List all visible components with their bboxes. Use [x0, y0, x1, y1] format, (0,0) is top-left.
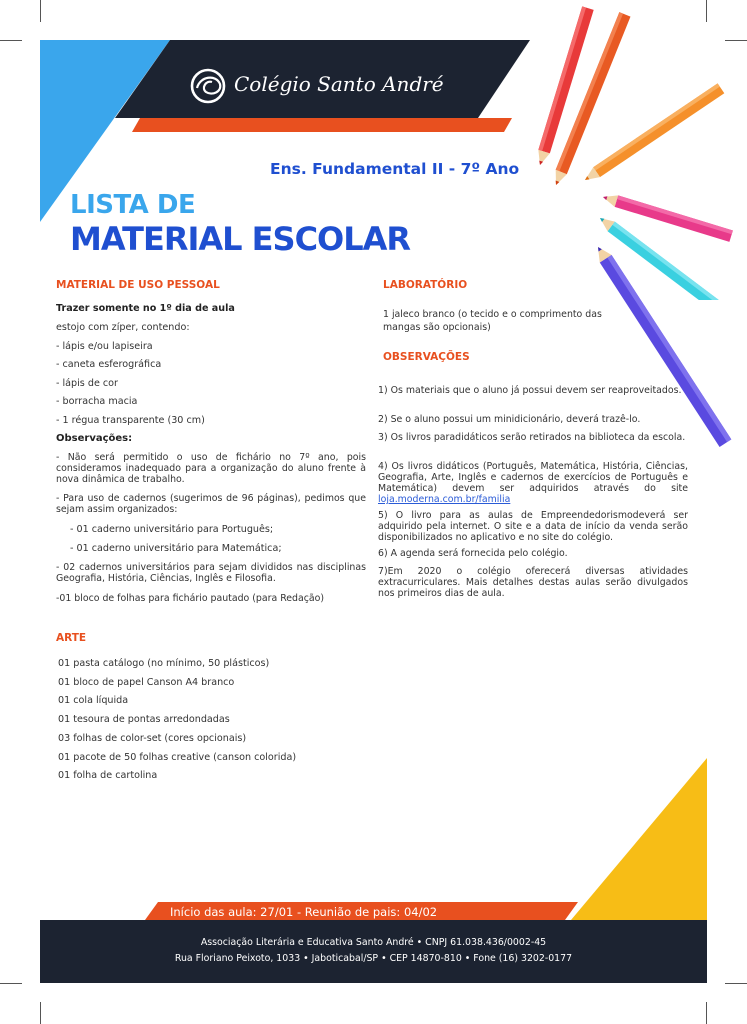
section-title-laboratorio: LABORATÓRIO	[383, 279, 468, 291]
list-item: 01 cola líquida	[58, 695, 129, 706]
title-line1: LISTA DE	[70, 190, 196, 220]
list-item: 01 pasta catálogo (no mínimo, 50 plásticos)	[58, 658, 270, 669]
caderno-item: - 01 caderno universitário para Português;	[70, 524, 274, 535]
footer-bar	[40, 920, 707, 983]
list-item: - caneta esferográfica	[56, 359, 162, 370]
caderno-item: - 01 caderno universitário para Matemática;	[70, 543, 282, 554]
observacao-item: 3) Os livros paradidáticos serão retirados na biblioteca da escola.	[378, 432, 686, 443]
crop-mark	[706, 1002, 707, 1024]
obs-paragraph: - Para uso de cadernos (sugerimos de 96 páginas), pedimos que sejam assim organizados:	[56, 493, 366, 515]
section-title-pessoal: MATERIAL DE USO PESSOAL	[56, 279, 220, 291]
page-title: MATERIAL ESCOLAR	[70, 220, 411, 258]
yellow-triangle	[571, 758, 707, 920]
grade-heading: Ens. Fundamental II - 7º Ano	[270, 160, 520, 178]
observacao-text: 4) Os livros didáticos (Português, Matemática, História, Ciências, Geografia, Arte, Inglês e cadernos de exercícios de Português e Matemática) devem ser adquiridos através do site	[378, 461, 688, 494]
list-item: estojo com zíper, contendo:	[56, 322, 190, 333]
list-item: - lápis e/ou lapiseira	[56, 341, 153, 352]
crop-mark	[40, 1002, 41, 1024]
observacao-item: 5) O livro para as aulas de Empreendedorismodeverá ser adquirido pela internet. O site e a data de início da venda serão disponibilizados no aplicativo e no site do colégio.	[378, 510, 688, 543]
store-link[interactable]: loja.moderna.com.br/familia	[378, 494, 511, 505]
section-title-observacoes: OBSERVAÇÕES	[383, 351, 470, 363]
list-item: 03 folhas de color-set (cores opcionais)	[58, 733, 247, 744]
logo-text: Colégio Santo André	[234, 72, 444, 96]
list-item: 01 bloco de papel Canson A4 branco	[58, 677, 235, 688]
logo-icon	[188, 66, 230, 106]
footer-dates: Início das aula: 27/01 - Reunião de pais: 04/02	[170, 905, 438, 919]
footer-line-2: Rua Floriano Peixoto, 1033 • Jaboticabal/SP • CEP 14870-810 • Fone (16) 3202-0177	[174, 953, 573, 964]
orange-stripe	[132, 118, 512, 132]
section-title-arte: ARTE	[56, 632, 87, 644]
obs-paragraph: - Não será permitido o uso de fichário no 7º ano, pois consideramos inadequado para a organização do aluno frente à nova dinâmica de trabalho.	[56, 452, 366, 485]
list-item: - borracha macia	[56, 396, 138, 407]
observacao-item: 6) A agenda será fornecida pelo colégio.	[378, 548, 568, 559]
list-item: 01 tesoura de pontas arredondadas	[58, 714, 230, 725]
laboratorio-text: 1 jaleco branco (o tecido e o comprimento das mangas são opcionais)	[383, 309, 602, 333]
list-item: - 1 régua transparente (30 cm)	[56, 415, 205, 426]
list-item: 01 folha de cartolina	[58, 770, 158, 781]
obs-title: Observações:	[56, 433, 133, 444]
observacao-item	[378, 461, 688, 505]
caderno-item: -01 bloco de folhas para fichário pautado (para Redação)	[56, 593, 325, 604]
list-item: 01 pacote de 50 folhas creative (canson colorida)	[58, 752, 297, 763]
observacao-item: 1) Os materiais que o aluno já possui devem ser reaproveitados.	[378, 385, 682, 396]
footer-line-1: Associação Literária e Educativa Santo André • CNPJ 61.038.436/0002-45	[200, 937, 547, 948]
pessoal-subtitle: Trazer somente no 1º dia de aula	[56, 303, 235, 314]
caderno-item: - 02 cadernos universitários para sejam divididos nas disciplinas Geografia, História, Ciências, Inglês e Filosofia.	[56, 562, 366, 584]
observacao-item: 2) Se o aluno possui um minidicionário, deverá trazê-lo.	[378, 414, 641, 425]
list-item: - lápis de cor	[56, 378, 118, 389]
observacao-item: 7)Em 2020 o colégio oferecerá diversas atividades extracurriculares. Mais detalhes destas aulas serão divulgados nos primeiros dias de aula.	[378, 566, 688, 599]
